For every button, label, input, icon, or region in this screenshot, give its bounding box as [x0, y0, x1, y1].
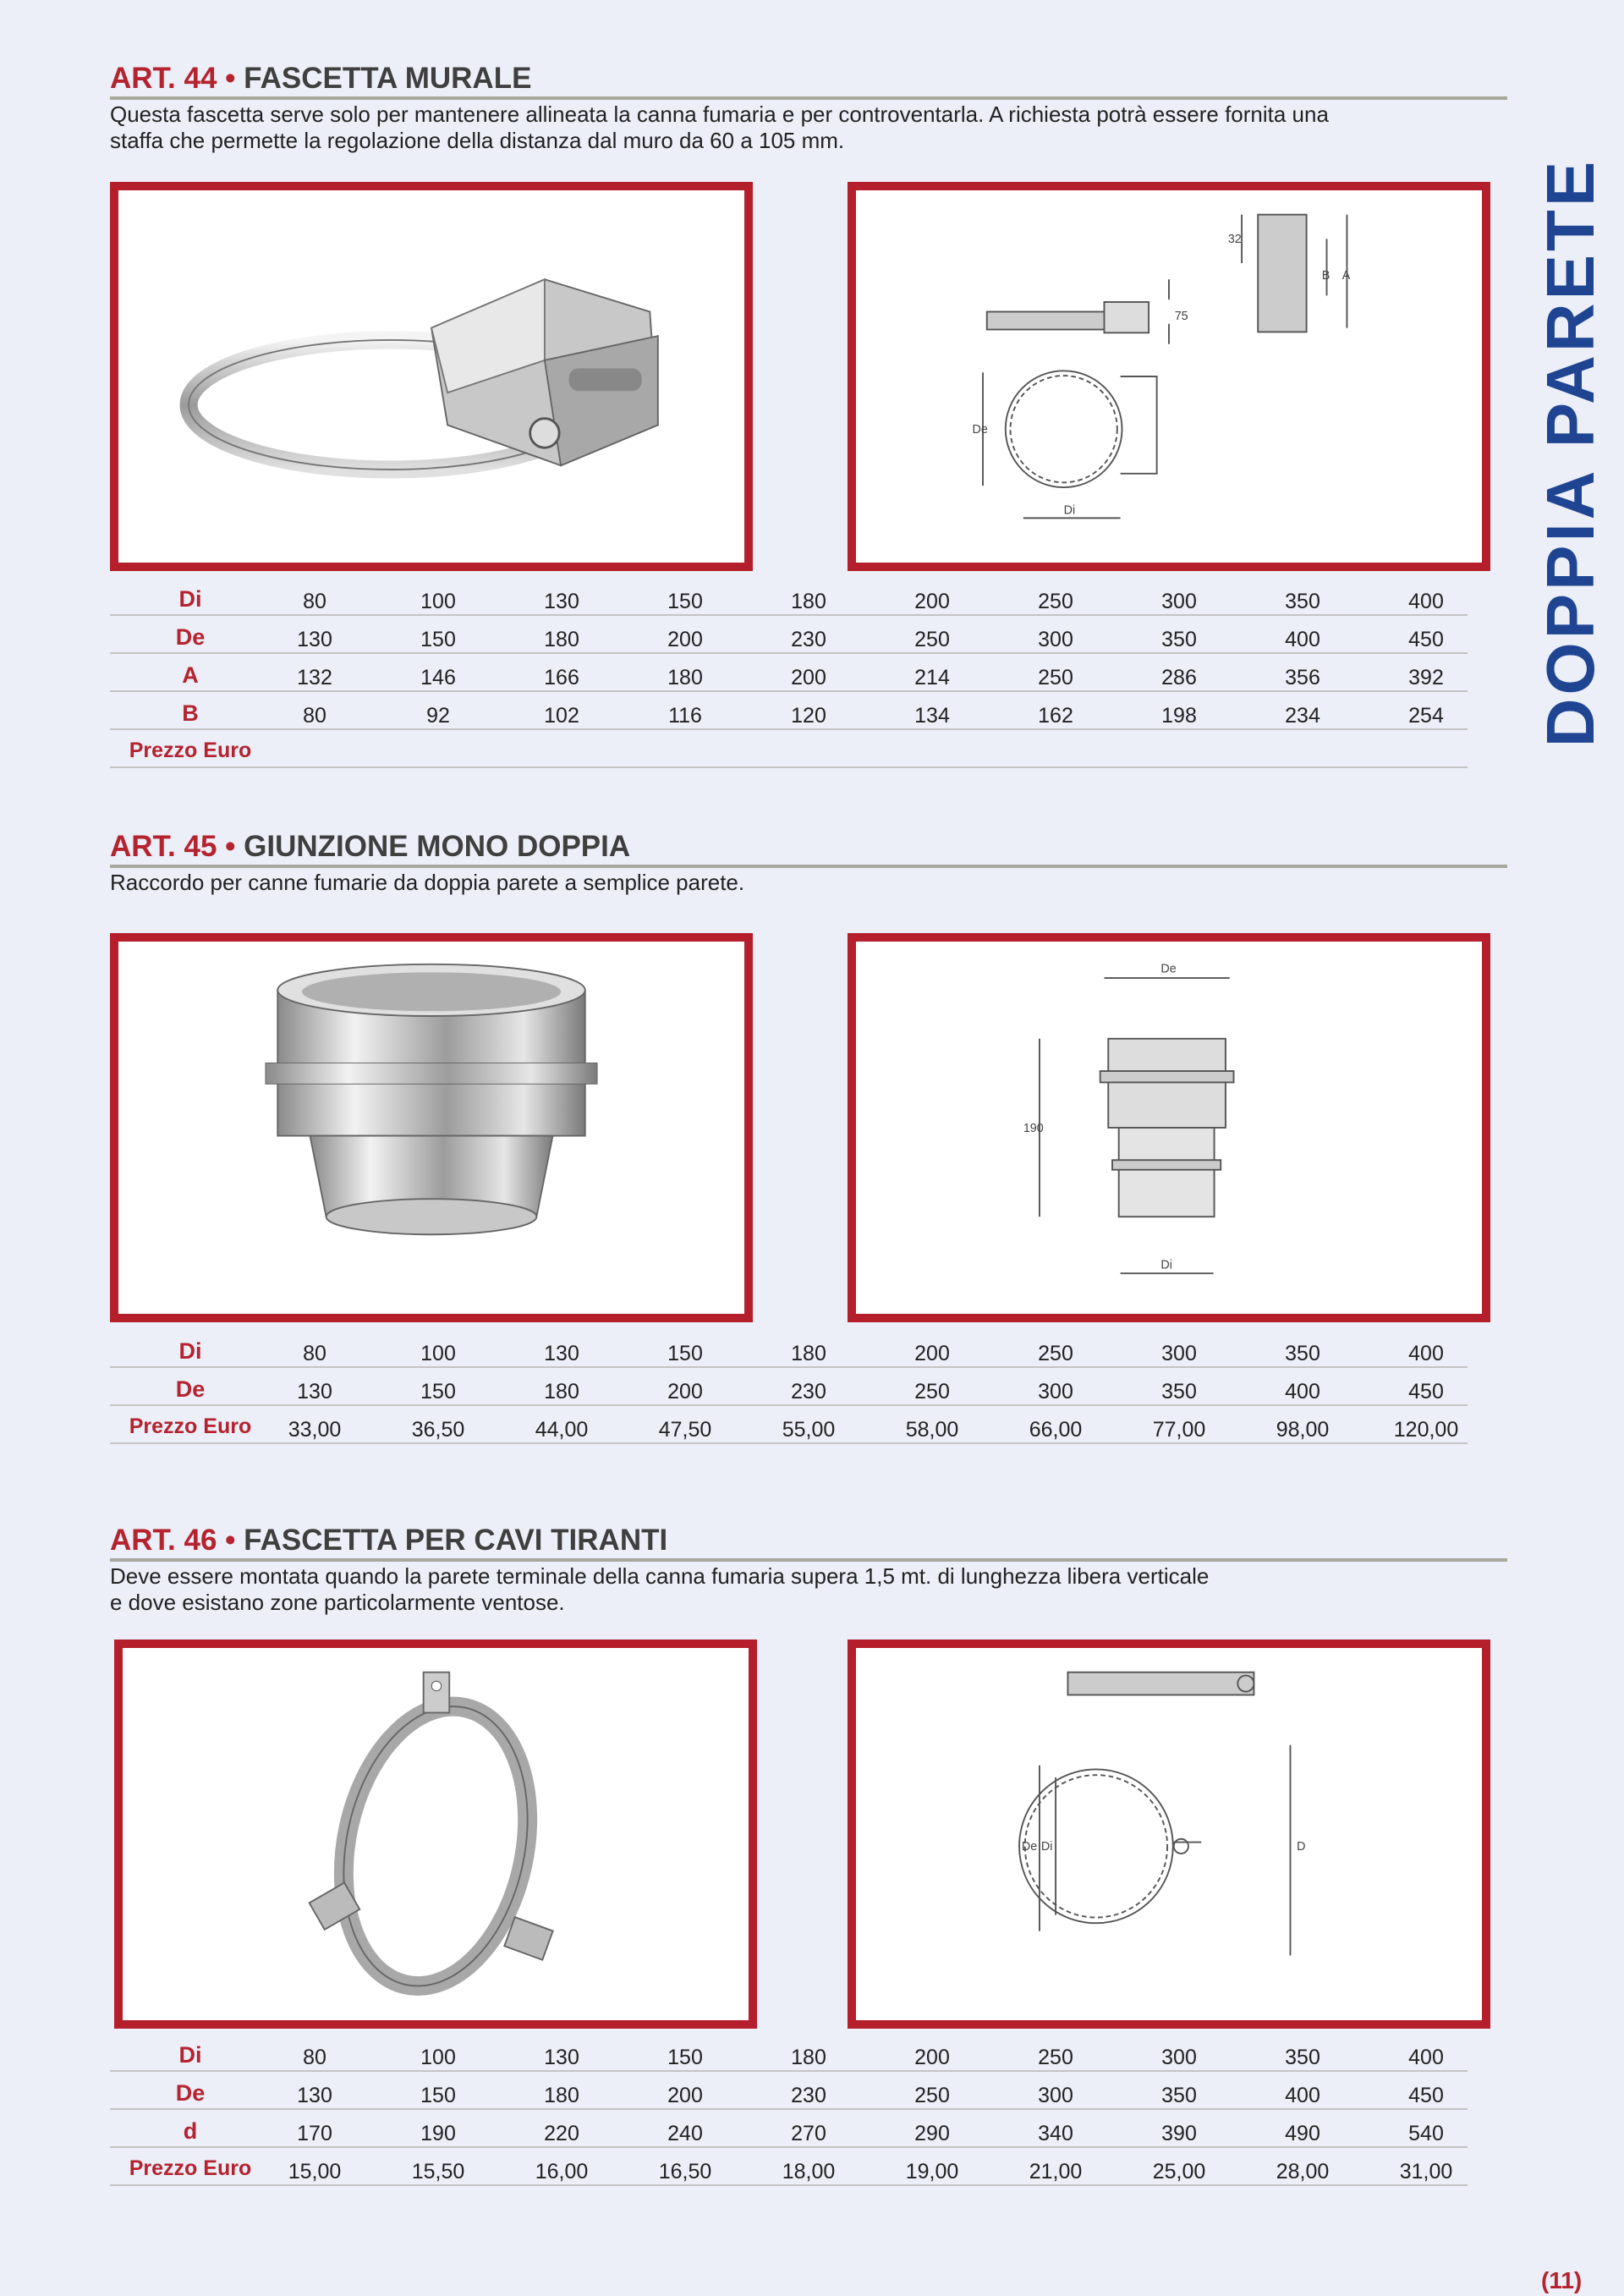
cell: 180	[791, 590, 826, 613]
cell: 340	[1038, 2122, 1073, 2145]
cell: 350	[1285, 1342, 1320, 1365]
cell: 400	[1408, 2046, 1444, 2069]
row-label: A	[182, 662, 199, 688]
art45-technical-drawing	[856, 942, 1482, 1314]
cell: 200	[914, 590, 950, 613]
art44-title	[110, 61, 1507, 100]
art46-header	[110, 1523, 1507, 1616]
art44-drawing	[848, 182, 1490, 571]
cell: 146	[420, 666, 456, 689]
cell: 130	[297, 1380, 332, 1403]
cell: 116	[668, 704, 702, 728]
wall-bracket-illustration	[118, 190, 744, 563]
cell: 290	[914, 2122, 950, 2145]
table-row	[110, 1368, 1468, 1406]
cell: 15,00	[288, 2160, 342, 2183]
cell: 170	[297, 2122, 332, 2145]
cell: 270	[791, 2122, 826, 2145]
cell: 300	[1161, 1342, 1197, 1365]
cell: 200	[914, 2046, 950, 2069]
cell: 80	[303, 2046, 326, 2069]
cell: 400	[1285, 628, 1320, 651]
cell: 180	[791, 1342, 826, 1365]
cell: 200	[667, 628, 703, 651]
dim-label-di: Di	[1063, 503, 1076, 518]
cell: 450	[1408, 1380, 1444, 1403]
row-label: Prezzo Euro	[129, 1414, 252, 1438]
cell: 19,00	[905, 2160, 959, 2183]
table-row	[110, 1330, 1468, 1368]
page-number: (11)	[1541, 2267, 1583, 2293]
art46-desc-line2: e dove esistano zone particolarmente ventose.	[110, 1590, 565, 1615]
cell: 120	[791, 704, 826, 728]
art44-photo	[110, 182, 753, 571]
cell: 77,00	[1152, 1418, 1206, 1442]
art46-desc-line1: Deve essere montata quando la parete terminale della canna fumaria supera 1,5 mt. di lunghezza libera verticale	[110, 1563, 1210, 1589]
dim-label-di: Di	[1040, 1840, 1053, 1854]
dim-label-32: 32	[1227, 233, 1242, 247]
art46-number: ART. 46	[110, 1524, 217, 1557]
cell: 250	[1038, 1342, 1073, 1365]
cell: 350	[1285, 2046, 1320, 2069]
side-title	[1533, 102, 1609, 804]
cell: 100	[420, 590, 456, 613]
art46-technical-drawing	[856, 1648, 1482, 2020]
row-label: d	[183, 2118, 198, 2144]
art44-technical-drawing	[856, 190, 1482, 563]
cell: 120,00	[1393, 1418, 1459, 1442]
cell: 220	[544, 2122, 579, 2145]
cell: 300	[1161, 590, 1197, 613]
cell: 166	[544, 666, 579, 689]
cell: 132	[297, 666, 332, 689]
cell: 198	[1161, 704, 1197, 728]
table-row-price	[110, 730, 1468, 768]
cell: 150	[667, 2046, 703, 2069]
cell: 390	[1161, 2122, 1197, 2145]
dim-label-de: De	[1160, 962, 1177, 976]
table-row-price	[110, 2148, 1468, 2186]
cell: 130	[544, 1342, 579, 1365]
cell: 66,00	[1029, 1418, 1083, 1442]
art46-title	[110, 1523, 1507, 1562]
cell: 31,00	[1399, 2160, 1453, 2183]
cell: 230	[791, 2084, 826, 2107]
cable-clamp-illustration	[123, 1648, 749, 2020]
cell: 100	[420, 2046, 456, 2069]
table-row	[110, 2110, 1468, 2148]
cell: 230	[791, 628, 826, 651]
art45-spec-table	[110, 1330, 1468, 1444]
row-label: Di	[178, 586, 202, 612]
table-row	[110, 578, 1468, 616]
art44-header	[110, 61, 1507, 154]
cell: 400	[1285, 1380, 1320, 1403]
cell: 44,00	[535, 1418, 589, 1442]
cell: 180	[544, 628, 579, 651]
cell: 150	[420, 2084, 456, 2107]
art46-photo	[114, 1640, 757, 2029]
cell: 16,50	[658, 2160, 712, 2183]
art46-name: FASCETTA PER CAVI TIRANTI	[244, 1524, 668, 1557]
cell: 350	[1161, 2084, 1197, 2107]
dim-label-190: 190	[1023, 1121, 1044, 1135]
art44-spec-table	[110, 578, 1468, 768]
bullet-icon: •	[225, 1524, 236, 1557]
cell: 55,00	[782, 1418, 836, 1442]
table-row	[110, 2072, 1468, 2110]
art45-drawing	[848, 933, 1490, 1322]
cell: 180	[544, 2084, 579, 2107]
table-row	[110, 692, 1468, 730]
cell: 250	[1038, 2046, 1073, 2069]
table-row	[110, 654, 1468, 692]
cell: 36,50	[411, 1418, 465, 1442]
cell: 80	[303, 1342, 326, 1365]
cell: 102	[544, 704, 579, 728]
cell: 25,00	[1152, 2160, 1206, 2183]
row-label: De	[175, 2080, 206, 2106]
cell: 250	[914, 1380, 950, 1403]
cell: 150	[420, 1380, 456, 1403]
art44-description	[110, 102, 1507, 154]
dim-label-b: B	[1321, 269, 1330, 283]
dim-label-di: Di	[1160, 1258, 1172, 1272]
cell: 230	[791, 1380, 826, 1403]
cell: 300	[1038, 1380, 1073, 1403]
cell: 80	[303, 590, 326, 613]
row-label: B	[182, 700, 199, 726]
art45-desc-line1: Raccordo per canne fumarie da doppia parete a semplice parete.	[110, 870, 745, 895]
cell: 150	[667, 1342, 703, 1365]
row-label: Prezzo Euro	[129, 739, 252, 762]
art44-desc-line1: Questa fascetta serve solo per mantenere allineata la canna fumaria e per controventarla. A richiesta potrà essere fornita una	[110, 102, 1329, 127]
cell: 100	[420, 1342, 456, 1365]
art45-title	[110, 829, 1507, 868]
cell: 400	[1285, 2084, 1320, 2107]
cell: 240	[667, 2122, 703, 2145]
cell: 130	[544, 590, 579, 613]
cell: 300	[1161, 2046, 1197, 2069]
cell: 234	[1285, 704, 1320, 728]
art45-header	[110, 829, 1507, 896]
cell: 350	[1161, 628, 1197, 651]
cell: 350	[1161, 1380, 1197, 1403]
cell: 190	[420, 2122, 456, 2145]
cell: 150	[667, 590, 703, 613]
art44-name: FASCETTA MURALE	[244, 62, 532, 95]
cell: 400	[1408, 590, 1444, 613]
art46-spec-table	[110, 2034, 1468, 2186]
cell: 28,00	[1276, 2160, 1330, 2183]
cell: 450	[1408, 2084, 1444, 2107]
cell: 21,00	[1029, 2160, 1083, 2183]
cell: 15,50	[411, 2160, 465, 2183]
cell: 250	[1038, 590, 1073, 613]
cell: 92	[426, 704, 450, 728]
cell: 490	[1285, 2122, 1320, 2145]
art46-drawing	[848, 1640, 1490, 2029]
cell: 130	[297, 2084, 332, 2107]
cell: 356	[1285, 666, 1320, 689]
table-row-price	[110, 1406, 1468, 1444]
cell: 130	[544, 2046, 579, 2069]
cell: 400	[1408, 1342, 1444, 1365]
row-label: Prezzo Euro	[129, 2156, 252, 2180]
cell: 200	[791, 666, 826, 689]
cell: 300	[1038, 2084, 1073, 2107]
cell: 180	[667, 666, 703, 689]
art45-photo	[110, 933, 753, 1322]
cell: 392	[1408, 666, 1444, 689]
cell: 130	[297, 628, 332, 651]
cell: 162	[1038, 704, 1073, 728]
cell: 180	[791, 2046, 826, 2069]
row-label: Di	[178, 2042, 202, 2068]
dim-label-de: De	[972, 422, 988, 437]
table-row	[110, 2034, 1468, 2072]
row-label: De	[175, 1376, 206, 1402]
cell: 450	[1408, 628, 1444, 651]
cell: 200	[914, 1342, 950, 1365]
cell: 250	[1038, 666, 1073, 689]
cell: 254	[1408, 704, 1444, 728]
cell: 200	[667, 2084, 703, 2107]
dim-label-d: D	[1297, 1840, 1306, 1854]
side-title-text: DOPPIA PARETE	[1533, 157, 1608, 748]
art45-description	[110, 870, 1507, 896]
row-label: De	[175, 624, 206, 650]
cell: 134	[914, 704, 950, 728]
cell: 200	[667, 1380, 703, 1403]
cell: 180	[544, 1380, 579, 1403]
dim-label-de: De	[1021, 1840, 1038, 1854]
cell: 150	[420, 628, 456, 651]
cell: 33,00	[288, 1418, 342, 1442]
cell: 58,00	[905, 1418, 959, 1442]
cell: 80	[303, 704, 326, 728]
art44-number: ART. 44	[110, 62, 217, 95]
cell: 540	[1408, 2122, 1444, 2145]
art46-description	[110, 1563, 1507, 1616]
cell: 300	[1038, 628, 1073, 651]
adapter-illustration	[118, 942, 744, 1314]
cell: 18,00	[782, 2160, 836, 2183]
bullet-icon: •	[225, 830, 236, 863]
cell: 286	[1161, 666, 1197, 689]
dim-label-a: A	[1341, 269, 1351, 283]
cell: 350	[1285, 590, 1320, 613]
cell: 47,50	[658, 1418, 712, 1442]
table-row	[110, 616, 1468, 654]
bullet-icon: •	[225, 62, 236, 95]
cell: 16,00	[535, 2160, 589, 2183]
dim-label-75: 75	[1174, 310, 1188, 324]
cell: 250	[914, 628, 950, 651]
art45-number: ART. 45	[110, 830, 217, 863]
row-label: Di	[178, 1338, 202, 1364]
cell: 214	[914, 666, 950, 689]
cell: 250	[914, 2084, 950, 2107]
cell: 98,00	[1276, 1418, 1330, 1442]
art44-desc-line2: staffa che permette la regolazione della distanza dal muro da 60 a 105 mm.	[110, 128, 845, 153]
art45-name: GIUNZIONE MONO DOPPIA	[244, 830, 631, 863]
